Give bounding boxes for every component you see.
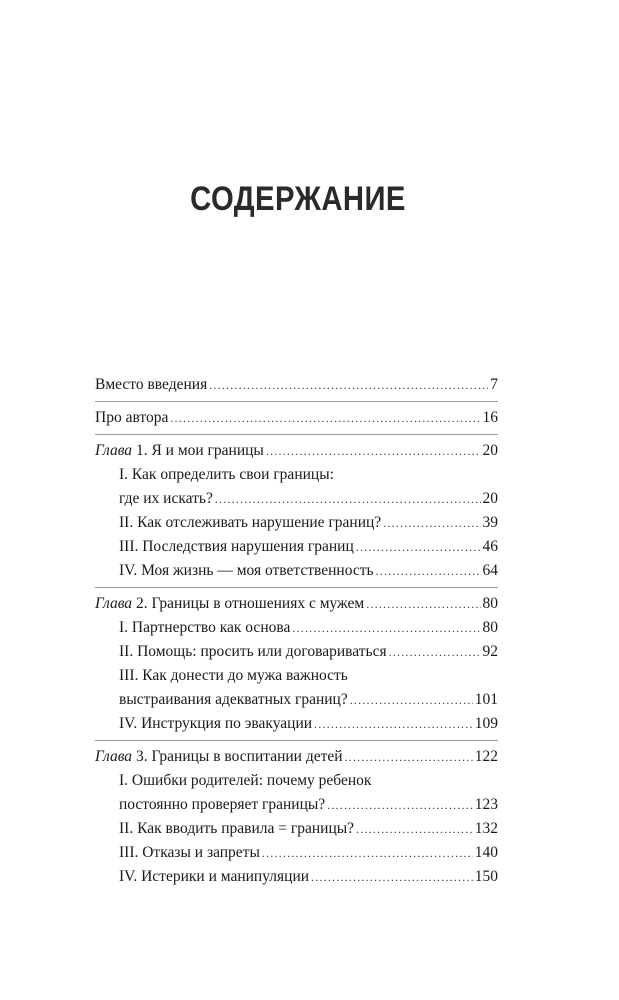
- toc-entry-intro[interactable]: [95, 373, 498, 397]
- toc-entry-label: выстраивания адекватных границ?: [119, 691, 348, 708]
- toc-entry-label: [95, 439, 264, 463]
- toc-page-number: 16: [482, 409, 498, 426]
- toc-page-number: 64: [482, 562, 498, 579]
- toc-entry-author[interactable]: [95, 406, 498, 430]
- toc-entry-ch3-2[interactable]: [95, 817, 498, 841]
- toc-entry-label-line1: III. Как донести до мужа важность: [119, 667, 348, 684]
- chapter-title: 2. Границы в отношениях с мужем: [132, 595, 365, 612]
- toc-entry-label: II. Как вводить правила = границы?: [119, 820, 355, 837]
- toc-entry-ch1-1[interactable]: [95, 463, 498, 511]
- toc-leader-dots: [292, 616, 480, 640]
- chapter-title: 1. Я и мои границы: [132, 442, 264, 459]
- toc-entry-label-line1: I. Ошибки родителей: почему ребенок: [119, 772, 372, 789]
- toc-entry-label: II. Как отслеживать нарушение границ?: [119, 514, 382, 531]
- toc-page-number: 132: [474, 820, 498, 837]
- toc-leader-dots: [266, 439, 481, 463]
- toc-entry-label: постоянно проверяет границы?: [119, 796, 326, 813]
- toc-entry-ch3-4[interactable]: [95, 865, 498, 889]
- toc-entry-ch1-4[interactable]: [95, 559, 498, 583]
- toc-page-number: 20: [482, 490, 498, 507]
- table-of-contents: [95, 373, 498, 893]
- toc-page-number: 20: [482, 442, 498, 459]
- toc-entry-ch2-2[interactable]: [95, 640, 498, 664]
- toc-entry-label-line1: I. Как определить свои границы:: [119, 466, 334, 483]
- toc-leader-dots: [389, 640, 481, 664]
- toc-entry-label: IV. Истерики и манипуляции: [119, 868, 310, 885]
- toc-group-author: [95, 402, 498, 435]
- toc-entry-ch2-4[interactable]: [95, 712, 498, 736]
- toc-leader-dots: [209, 373, 488, 397]
- toc-leader-dots: [215, 487, 481, 511]
- toc-leader-dots: [356, 817, 473, 841]
- toc-leader-dots: [350, 688, 473, 712]
- toc-entry-label: III. Отказы и запреты: [119, 844, 260, 861]
- toc-entry-line: [95, 688, 498, 712]
- toc-entry-ch1-2[interactable]: [95, 511, 498, 535]
- toc-leader-dots: [314, 712, 473, 736]
- toc-entry-ch3-1[interactable]: [95, 769, 498, 817]
- toc-page-number: 122: [474, 748, 498, 765]
- toc-leader-dots: [383, 511, 480, 535]
- toc-leader-dots: [262, 841, 473, 865]
- toc-leader-dots: [366, 592, 480, 616]
- toc-page-number: 109: [474, 715, 498, 732]
- toc-entry-chapter-3[interactable]: [95, 745, 498, 769]
- toc-entry-ch3-3[interactable]: [95, 841, 498, 865]
- toc-entry-chapter-1[interactable]: [95, 439, 498, 463]
- toc-page-number: 80: [482, 595, 498, 612]
- chapter-prefix: Глава: [95, 748, 133, 765]
- toc-entry-label: IV. Инструкция по эвакуации: [119, 715, 313, 732]
- page-title: СОДЕРЖАНИЕ: [190, 180, 406, 218]
- toc-entry-label: Вместо введения: [95, 376, 208, 393]
- toc-page-number: 123: [474, 796, 498, 813]
- toc-leader-dots: [356, 535, 481, 559]
- toc-entry-label: II. Помощь: просить или договариваться: [119, 643, 387, 660]
- toc-page-number: 80: [482, 619, 498, 636]
- toc-leader-dots: [345, 745, 473, 769]
- toc-entry-label: [95, 592, 364, 616]
- toc-entry-label: где их искать?: [119, 490, 213, 507]
- toc-entry-chapter-2[interactable]: [95, 592, 498, 616]
- toc-entry-label: I. Партнерство как основа: [119, 619, 291, 636]
- chapter-prefix: Глава: [95, 442, 133, 459]
- toc-leader-dots: [376, 559, 481, 583]
- toc-entry-ch2-1[interactable]: [95, 616, 498, 640]
- toc-entry-label: III. Последствия нарушения границ: [119, 538, 354, 555]
- toc-entry-line: [95, 487, 498, 511]
- toc-page-number: 92: [482, 643, 498, 660]
- toc-leader-dots: [327, 793, 473, 817]
- toc-group-intro: [95, 373, 498, 402]
- toc-page-number: 39: [482, 514, 498, 531]
- toc-entry-ch2-3[interactable]: [95, 664, 498, 712]
- toc-group-chapter-1: [95, 435, 498, 588]
- toc-page-number: 46: [482, 538, 498, 555]
- toc-entry-label: [95, 745, 343, 769]
- toc-page-number: 140: [474, 844, 498, 861]
- toc-entry-label: Про автора: [95, 409, 169, 426]
- toc-page-number: 7: [490, 376, 498, 393]
- toc-leader-dots: [311, 865, 473, 889]
- toc-leader-dots: [170, 406, 480, 430]
- toc-entry-ch1-3[interactable]: [95, 535, 498, 559]
- toc-entry-line: [95, 793, 498, 817]
- toc-group-chapter-2: [95, 588, 498, 741]
- toc-page-number: 150: [474, 868, 498, 885]
- chapter-prefix: Глава: [95, 595, 133, 612]
- chapter-title: 3. Границы в воспитании детей: [132, 748, 343, 765]
- toc-page-number: 101: [474, 691, 498, 708]
- toc-entry-label: IV. Моя жизнь — моя ответственность: [119, 562, 374, 579]
- toc-group-chapter-3: [95, 741, 498, 893]
